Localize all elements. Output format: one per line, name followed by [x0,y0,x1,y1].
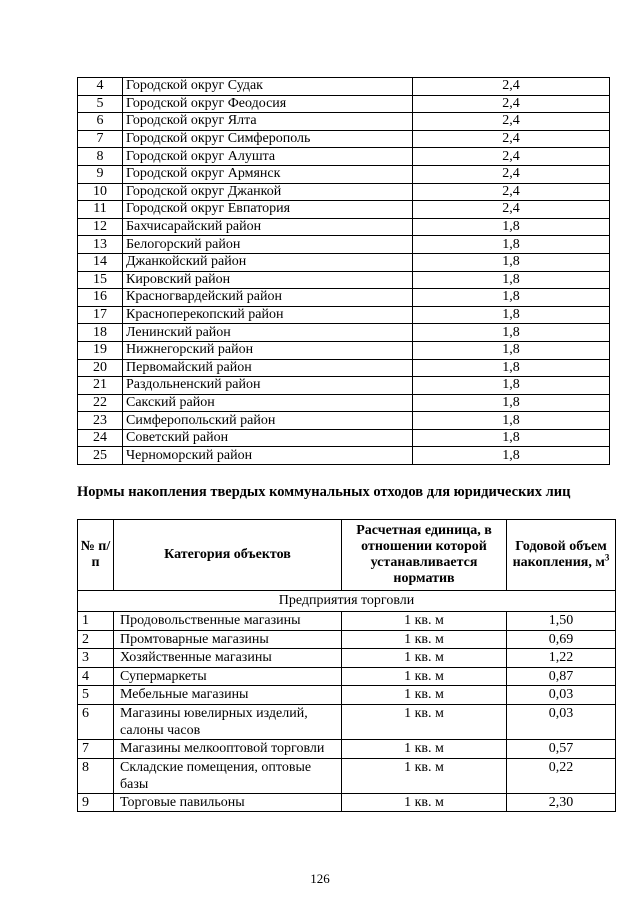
header-volume [507,520,616,591]
row-value: 1,8 [413,394,610,412]
row-number: 9 [78,165,123,183]
row-category: Мебельные магазины [114,686,342,705]
row-number: 4 [78,667,114,686]
row-value: 1,8 [413,429,610,447]
legal-entities-norms-table [77,519,616,812]
row-number: 8 [78,758,114,793]
row-number: 17 [78,306,123,324]
row-number: 10 [78,183,123,201]
table-row [78,359,610,377]
row-number: 7 [78,130,123,148]
table-row [78,412,610,430]
row-district: Бахчисарайский район [123,218,413,236]
row-category: Магазины мелкооптовой торговли [114,739,342,758]
table-row [78,253,610,271]
table-row [78,201,610,219]
row-number: 14 [78,253,123,271]
row-district: Городской округ Джанкой [123,183,413,201]
table-row [78,612,616,631]
table-row [78,758,616,793]
row-category: Хозяйственные магазины [114,649,342,668]
row-value: 1,8 [413,377,610,395]
row-district: Джанкойский район [123,253,413,271]
row-unit: 1 кв. м [342,704,507,739]
table-row [78,271,610,289]
row-unit: 1 кв. м [342,758,507,793]
table-header-row [78,520,616,591]
row-number: 16 [78,289,123,307]
row-number: 2 [78,630,114,649]
row-number: 7 [78,739,114,758]
row-value: 1,8 [413,218,610,236]
row-district: Городской округ Алушта [123,148,413,166]
row-number: 20 [78,359,123,377]
row-category: Складские помещения, оптовые базы [114,758,342,793]
row-value: 1,8 [413,324,610,342]
row-district: Городской округ Армянск [123,165,413,183]
table-row [78,649,616,668]
row-volume: 0,57 [507,739,616,758]
row-value: 2,4 [413,148,610,166]
row-value: 2,4 [413,165,610,183]
row-unit: 1 кв. м [342,649,507,668]
row-district: Ленинский район [123,324,413,342]
row-district: Красногвардейский район [123,289,413,307]
table-row [78,447,610,465]
table-row [78,165,610,183]
table-row [78,739,616,758]
row-number: 15 [78,271,123,289]
row-value: 2,4 [413,95,610,113]
table-row [78,377,610,395]
legal-entities-norms-table-body [78,591,616,812]
section-row [78,591,616,612]
row-category: Супермаркеты [114,667,342,686]
row-district: Городской округ Судак [123,78,413,96]
table-row [78,429,610,447]
row-value: 1,8 [413,289,610,307]
row-district: Белогорский район [123,236,413,254]
row-value: 1,8 [413,306,610,324]
page-number: 126 [310,871,330,886]
row-volume: 0,03 [507,704,616,739]
row-number: 18 [78,324,123,342]
row-number: 9 [78,793,114,812]
row-unit: 1 кв. м [342,739,507,758]
row-volume: 0,22 [507,758,616,793]
table-row [78,218,610,236]
row-district: Первомайский район [123,359,413,377]
row-number: 3 [78,649,114,668]
header-unit: Расчетная единица, в отношении которой устанавливается норматив [342,520,507,591]
table-row [78,704,616,739]
row-value: 2,4 [413,183,610,201]
row-category: Продовольственные магазины [114,612,342,631]
row-category: Промтоварные магазины [114,630,342,649]
table-row [78,95,610,113]
row-number: 19 [78,341,123,359]
row-value: 1,8 [413,236,610,254]
row-unit: 1 кв. м [342,793,507,812]
row-value: 2,4 [413,113,610,131]
row-volume: 0,03 [507,686,616,705]
row-number: 6 [78,704,114,739]
row-number: 22 [78,394,123,412]
row-unit: 1 кв. м [342,630,507,649]
section-title: Предприятия торговли [78,591,616,612]
table-row [78,130,610,148]
row-volume: 0,69 [507,630,616,649]
row-category: Торговые павильоны [114,793,342,812]
row-district: Нижнегорский район [123,341,413,359]
row-volume: 2,30 [507,793,616,812]
header-volume-sup: 3 [604,552,610,563]
row-category: Магазины ювелирных изделий, салоны часов [114,704,342,739]
row-district: Красноперекопский район [123,306,413,324]
table-row [78,793,616,812]
row-number: 12 [78,218,123,236]
table-row [78,341,610,359]
row-number: 5 [78,95,123,113]
table-row [78,78,610,96]
table-row [78,324,610,342]
row-volume: 1,50 [507,612,616,631]
row-district: Советский район [123,429,413,447]
row-district: Городской округ Симферополь [123,130,413,148]
row-district: Сакский район [123,394,413,412]
row-district: Кировский район [123,271,413,289]
row-value: 1,8 [413,253,610,271]
row-number: 6 [78,113,123,131]
row-number: 5 [78,686,114,705]
district-norms-table-body [78,78,610,465]
district-norms-table [77,77,610,465]
row-value: 1,8 [413,412,610,430]
table-row [78,306,610,324]
legal-entities-norms-title: Нормы накопления твердых коммунальных отходов для юридических лиц [77,484,571,500]
table-row [78,667,616,686]
row-district: Симферопольский район [123,412,413,430]
row-number: 1 [78,612,114,631]
row-value: 2,4 [413,130,610,148]
header-category: Категория объектов [114,520,342,591]
row-value: 1,8 [413,359,610,377]
row-number: 4 [78,78,123,96]
row-number: 25 [78,447,123,465]
row-district: Черноморский район [123,447,413,465]
row-value: 2,4 [413,201,610,219]
row-value: 1,8 [413,341,610,359]
table-row [78,183,610,201]
row-unit: 1 кв. м [342,667,507,686]
row-number: 24 [78,429,123,447]
table-row [78,394,610,412]
table-row [78,289,610,307]
row-number: 11 [78,201,123,219]
row-number: 23 [78,412,123,430]
row-volume: 1,22 [507,649,616,668]
row-value: 2,4 [413,78,610,96]
table-row [78,686,616,705]
row-value: 1,8 [413,271,610,289]
row-number: 13 [78,236,123,254]
header-num: № п/п [78,520,114,591]
row-district: Городской округ Евпатория [123,201,413,219]
table-row [78,236,610,254]
row-district: Городской округ Ялта [123,113,413,131]
row-unit: 1 кв. м [342,612,507,631]
row-number: 8 [78,148,123,166]
row-district: Городской округ Феодосия [123,95,413,113]
row-value: 1,8 [413,447,610,465]
row-volume: 0,87 [507,667,616,686]
row-district: Раздольненский район [123,377,413,395]
row-number: 21 [78,377,123,395]
table-row [78,113,610,131]
table-row [78,630,616,649]
header-volume-text: Годовой объем накопления, м [512,539,607,570]
row-unit: 1 кв. м [342,686,507,705]
table-row [78,148,610,166]
